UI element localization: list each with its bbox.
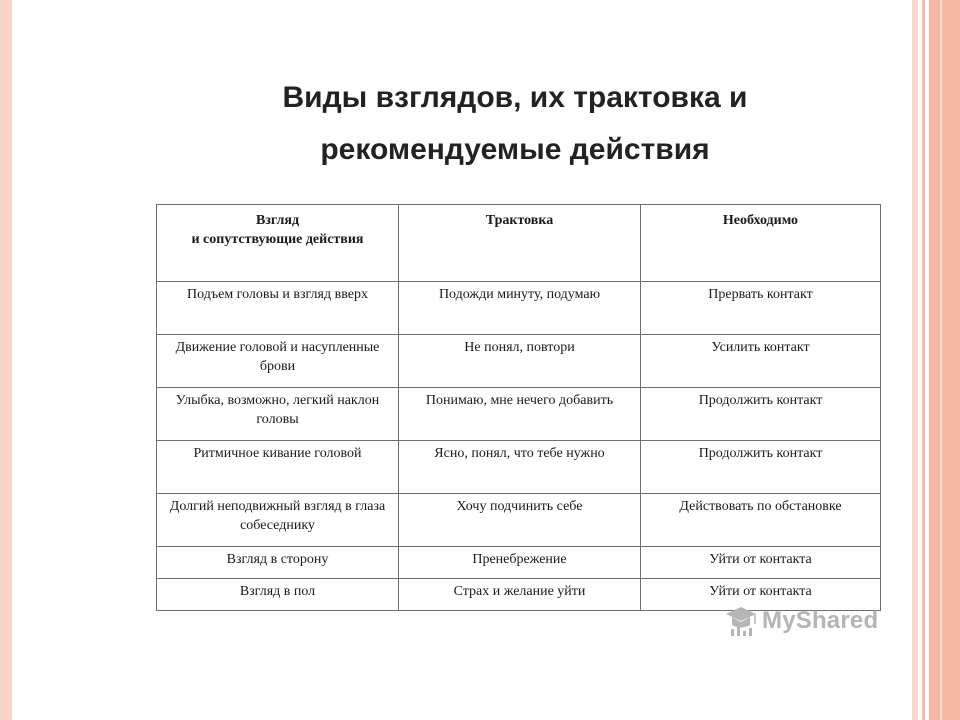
gaze-cell: Подъем головы и взгляд вверх — [157, 282, 399, 335]
mortarboard-icon — [724, 604, 758, 638]
meaning-cell: Пренебрежение — [399, 547, 641, 579]
myshared-watermark — [724, 603, 878, 639]
table-row — [157, 388, 881, 441]
slide-title-line-1: Виды взглядов, их трактовка и — [282, 81, 748, 114]
action-cell: Действовать по обстановке — [641, 494, 881, 547]
table-row — [157, 547, 881, 579]
column-header-gaze: Взгляд и сопутствующие действия — [157, 205, 399, 282]
action-cell: Прервать контакт — [641, 282, 881, 335]
meaning-cell: Хочу подчинить себе — [399, 494, 641, 547]
action-cell: Продолжить контакт — [641, 388, 881, 441]
meaning-cell: Подожди минуту, подумаю — [399, 282, 641, 335]
gaze-cell: Улыбка, возможно, легкий наклон головы — [157, 388, 399, 441]
table-row — [157, 282, 881, 335]
action-cell: Уйти от контакта — [641, 579, 881, 611]
meaning-cell: Ясно, понял, что тебе нужно — [399, 441, 641, 494]
slide-title — [200, 72, 830, 176]
gaze-cell: Движение головой и насупленные брови — [157, 335, 399, 388]
action-cell: Усилить контакт — [641, 335, 881, 388]
action-cell: Продолжить контакт — [641, 441, 881, 494]
slide-title-line-2: рекомендуемые действия — [320, 133, 710, 166]
meaning-cell: Понимаю, мне нечего добавить — [399, 388, 641, 441]
gaze-cell: Ритмичное кивание головой — [157, 441, 399, 494]
column-header-meaning: Трактовка — [399, 205, 641, 282]
meaning-cell: Страх и желание уйти — [399, 579, 641, 611]
table-row — [157, 494, 881, 547]
watermark-text: MyShared — [762, 607, 879, 634]
table-row — [157, 441, 881, 494]
action-cell: Уйти от контакта — [641, 547, 881, 579]
table-header-row — [157, 205, 881, 282]
gaze-cell: Долгий неподвижный взгляд в глаза собеседнику — [157, 494, 399, 547]
left-decorative-bar — [0, 0, 12, 720]
gaze-cell: Взгляд в пол — [157, 579, 399, 611]
column-header-action: Необходимо — [641, 205, 881, 282]
meaning-cell: Не понял, повтори — [399, 335, 641, 388]
right-decorative-stripes — [912, 0, 960, 720]
gaze-cell: Взгляд в сторону — [157, 547, 399, 579]
gaze-table — [156, 204, 881, 611]
table-row — [157, 335, 881, 388]
